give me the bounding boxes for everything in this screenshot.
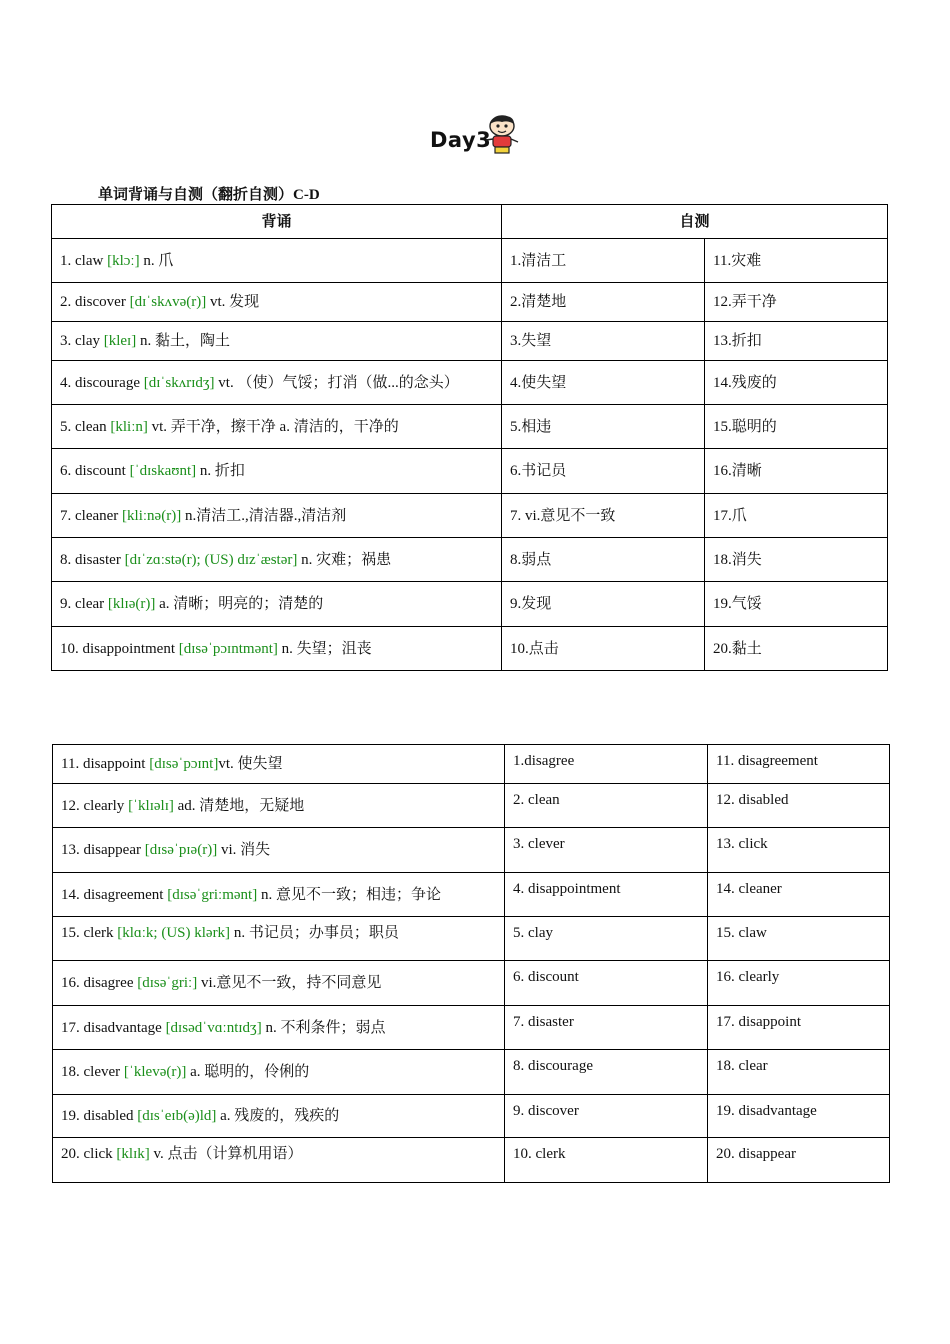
recite-cell: 18. clever [ˈklevə(r)] a. 聪明的，伶俐的 bbox=[53, 1050, 505, 1095]
test-cell: 14.残废的 bbox=[705, 361, 888, 405]
recite-cell: 1. claw [klɔː] n. 爪 bbox=[52, 239, 502, 283]
test-cell: 12.弄干净 bbox=[705, 283, 888, 322]
test-cell: 3.失望 bbox=[502, 322, 705, 361]
test-cell: 17.爪 bbox=[705, 494, 888, 538]
test-cell: 12. disabled bbox=[708, 784, 890, 828]
test-cell: 20.黏土 bbox=[705, 627, 888, 671]
page-title: Day3 bbox=[430, 128, 492, 152]
test-cell: 10.点击 bbox=[502, 627, 705, 671]
table-row bbox=[53, 784, 890, 828]
test-cell: 9.发现 bbox=[502, 582, 705, 627]
vocab-table-1 bbox=[51, 204, 888, 671]
table-row bbox=[53, 961, 890, 1006]
test-cell: 5. clay bbox=[505, 917, 708, 961]
table-row bbox=[52, 239, 888, 283]
test-cell: 13.折扣 bbox=[705, 322, 888, 361]
table-row bbox=[53, 1006, 890, 1050]
table-row bbox=[52, 283, 888, 322]
test-cell: 2.清楚地 bbox=[502, 283, 705, 322]
test-cell: 11.灾难 bbox=[705, 239, 888, 283]
test-cell: 1.清洁工 bbox=[502, 239, 705, 283]
test-cell: 7. vi.意见不一致 bbox=[502, 494, 705, 538]
recite-cell: 17. disadvantage [dɪsədˈvɑːntɪdʒ] n. 不利条件；弱点 bbox=[53, 1006, 505, 1050]
table-row bbox=[53, 745, 890, 784]
recite-cell: 2. discover [dɪˈskʌvə(r)] vt. 发现 bbox=[52, 283, 502, 322]
table-row bbox=[52, 322, 888, 361]
test-cell: 19.气馁 bbox=[705, 582, 888, 627]
table-row bbox=[53, 1138, 890, 1183]
recite-cell: 11. disappoint [dɪsəˈpɔɪnt]vt. 使失望 bbox=[53, 745, 505, 784]
test-cell: 6. discount bbox=[505, 961, 708, 1006]
recite-cell: 6. discount [ˈdɪskaʊnt] n. 折扣 bbox=[52, 449, 502, 494]
section-subtitle: 单词背诵与自测（翻折自测）C-D bbox=[98, 187, 320, 203]
table-row bbox=[53, 1050, 890, 1095]
header-test: 自测 bbox=[502, 205, 888, 239]
recite-cell: 8. disaster [dɪˈzɑːstə(r); (US) dɪzˈæstər] n. 灾难；祸患 bbox=[52, 538, 502, 582]
table-row bbox=[52, 538, 888, 582]
test-cell: 19. disadvantage bbox=[708, 1095, 890, 1138]
recite-cell: 3. clay [kleɪ] n. 黏土，陶土 bbox=[52, 322, 502, 361]
recite-cell: 13. disappear [dɪsəˈpɪə(r)] vi. 消失 bbox=[53, 828, 505, 873]
test-cell: 14. cleaner bbox=[708, 873, 890, 917]
recite-cell: 4. discourage [dɪˈskʌrɪdʒ] vt. （使）气馁；打消（做...的念头） bbox=[52, 361, 502, 405]
recite-cell: 12. clearly [ˈklɪəlɪ] ad. 清楚地，无疑地 bbox=[53, 784, 505, 828]
cartoon-boy-icon bbox=[482, 112, 522, 156]
table-row bbox=[52, 449, 888, 494]
table-row bbox=[53, 1095, 890, 1138]
recite-cell: 10. disappointment [dɪsəˈpɔɪntmənt] n. 失望；沮丧 bbox=[52, 627, 502, 671]
test-cell: 11. disagreement bbox=[708, 745, 890, 784]
vocab-table-2 bbox=[52, 744, 890, 1183]
table-row bbox=[52, 494, 888, 538]
table-row bbox=[53, 873, 890, 917]
test-cell: 10. clerk bbox=[505, 1138, 708, 1183]
test-cell: 16. clearly bbox=[708, 961, 890, 1006]
table-row bbox=[53, 917, 890, 961]
test-cell: 1.disagree bbox=[505, 745, 708, 784]
table-row bbox=[53, 828, 890, 873]
table-row bbox=[52, 582, 888, 627]
recite-cell: 20. click [klɪk] v. 点击（计算机用语） bbox=[53, 1138, 505, 1183]
test-cell: 7. disaster bbox=[505, 1006, 708, 1050]
table-row bbox=[52, 627, 888, 671]
test-cell: 8.弱点 bbox=[502, 538, 705, 582]
recite-cell: 16. disagree [dɪsəˈgriː] vi.意见不一致，持不同意见 bbox=[53, 961, 505, 1006]
test-cell: 5.相违 bbox=[502, 405, 705, 449]
test-cell: 13. click bbox=[708, 828, 890, 873]
recite-cell: 14. disagreement [dɪsəˈgriːmənt] n. 意见不一致；相违；争论 bbox=[53, 873, 505, 917]
recite-cell: 15. clerk [klɑːk; (US) klərk] n. 书记员；办事员；职员 bbox=[53, 917, 505, 961]
test-cell: 9. discover bbox=[505, 1095, 708, 1138]
table-row bbox=[52, 405, 888, 449]
test-cell: 18.消失 bbox=[705, 538, 888, 582]
test-cell: 2. clean bbox=[505, 784, 708, 828]
header-recite: 背诵 bbox=[52, 205, 502, 239]
recite-cell: 9. clear [klɪə(r)] a. 清晰；明亮的；清楚的 bbox=[52, 582, 502, 627]
test-cell: 16.清晰 bbox=[705, 449, 888, 494]
test-cell: 4. disappointment bbox=[505, 873, 708, 917]
recite-cell: 19. disabled [dɪsˈeɪb(ə)ld] a. 残废的，残疾的 bbox=[53, 1095, 505, 1138]
test-cell: 17. disappoint bbox=[708, 1006, 890, 1050]
recite-cell: 5. clean [kliːn] vt. 弄干净，擦干净 a. 清洁的，干净的 bbox=[52, 405, 502, 449]
test-cell: 20. disappear bbox=[708, 1138, 890, 1183]
table-row bbox=[52, 361, 888, 405]
test-cell: 3. clever bbox=[505, 828, 708, 873]
test-cell: 6.书记员 bbox=[502, 449, 705, 494]
test-cell: 8. discourage bbox=[505, 1050, 708, 1095]
test-cell: 4.使失望 bbox=[502, 361, 705, 405]
test-cell: 15. claw bbox=[708, 917, 890, 961]
recite-cell: 7. cleaner [kliːnə(r)] n.清洁工.,清洁器.,清洁剂 bbox=[52, 494, 502, 538]
test-cell: 18. clear bbox=[708, 1050, 890, 1095]
test-cell: 15.聪明的 bbox=[705, 405, 888, 449]
